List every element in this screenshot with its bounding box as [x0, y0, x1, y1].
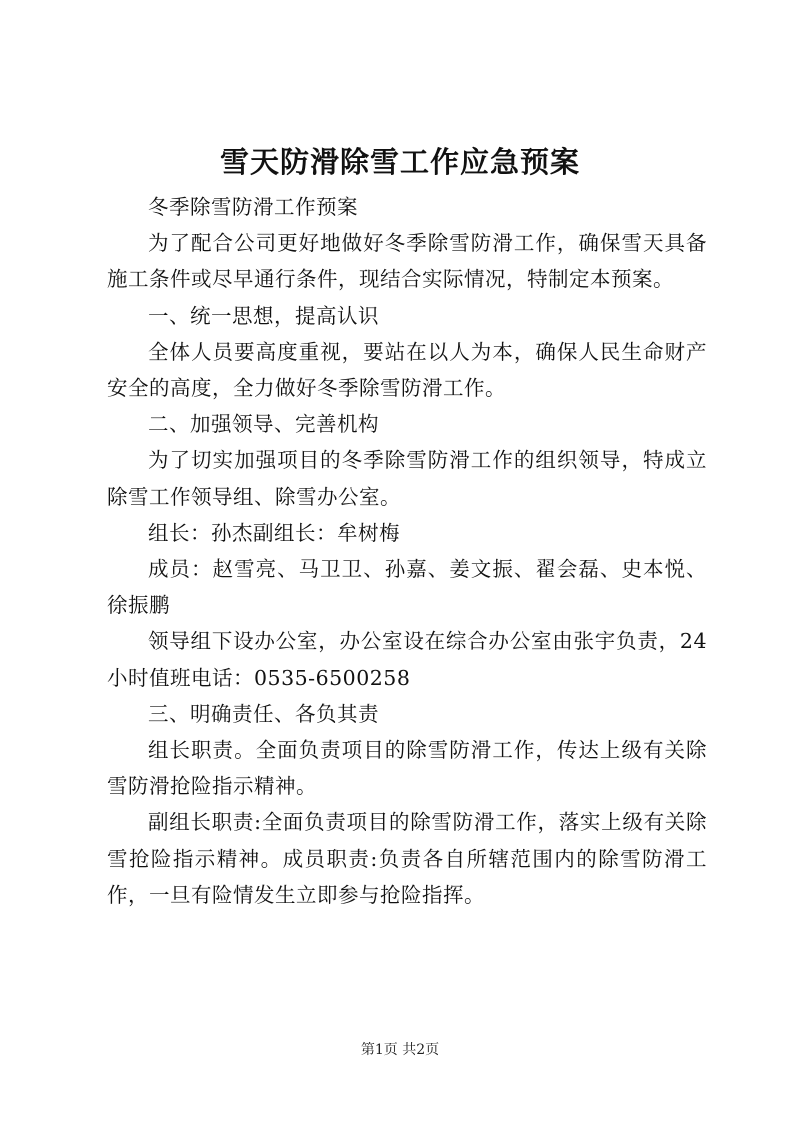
paragraph-deputy-duties: 副组长职责:全面负责项目的除雪防滑工作，落实上级有关除雪抢险指示精神。成员职责:负责各自所辖范围内的除雪防滑工作，一旦有险情发生立即参与抢险指挥。: [107, 810, 707, 907]
page-number-footer: 第1页 共2页: [360, 1042, 440, 1058]
section-heading-3: 三、明确责任、各负其责: [148, 701, 379, 726]
section-heading-2: 二、加强领导、完善机构: [148, 412, 379, 437]
paragraph-leaders: 组长：孙杰副组长：牟树梅: [148, 520, 400, 545]
paragraph-plan-name: 冬季除雪防滑工作预案: [148, 195, 358, 219]
paragraph-section-2: 为了切实加强项目的冬季除雪防滑工作的组织领导，特成立除雪工作领导组、除雪办公室。: [107, 448, 707, 509]
paragraph-intro: 为了配合公司更好地做好冬季除雪防滑工作，确保雪天具备施工条件或尽早通行条件，现结合实际情况，特制定本预案。: [107, 231, 707, 292]
document-body: [107, 189, 707, 913]
document-title: 雪天防滑除雪工作应急预案: [219, 145, 580, 179]
paragraph-section-1: 全体人员要高度重视，要站在以人为本，确保人民生命财产安全的高度，全力做好冬季除雪防滑工作。: [107, 339, 707, 401]
paragraph-office: 领导组下设办公室，办公室设在综合办公室由张宇负责，24小时值班电话：0535-6500258: [107, 629, 707, 690]
section-heading-1: 一、统一思想，提高认识: [148, 303, 379, 328]
paragraph-leader-duties: 组长职责。全面负责项目的除雪防滑工作，传达上级有关除雪防滑抢险指示精神。: [107, 738, 707, 799]
paragraph-members: 成员：赵雪亮、马卫卫、孙嘉、姜文振、翟会磊、史本悦、徐振鹏: [107, 557, 707, 618]
